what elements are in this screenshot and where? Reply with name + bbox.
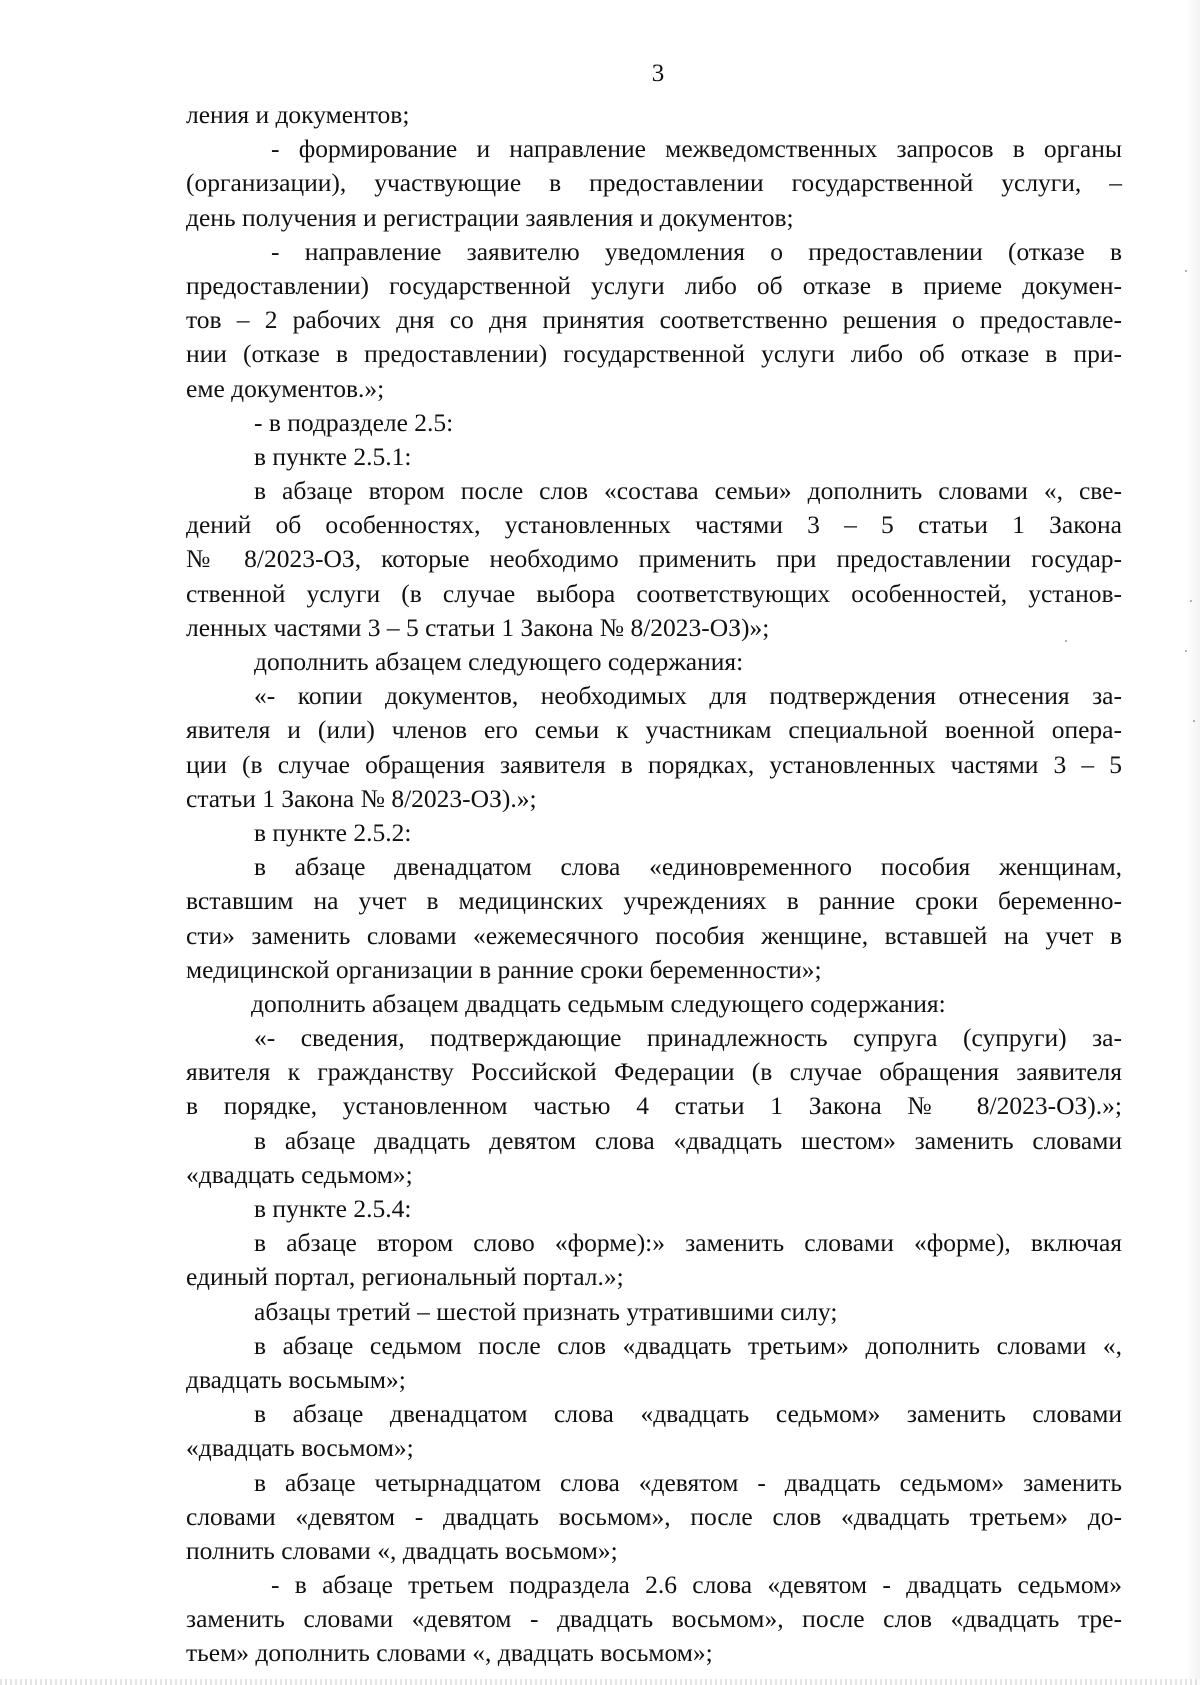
text-line: дополнить абзацем следующего содержания: xyxy=(254,647,744,676)
text-line: в абзаце двенадцатом слова «двадцать седьмом» заменить словами xyxy=(254,1399,1122,1429)
text-line: в абзаце четырнадцатом слова «девятом - двадцать седьмом» заменить xyxy=(254,1467,1122,1497)
text-line: еме документов.»; xyxy=(186,373,385,403)
text-line: явителя к гражданству Российской Федерации (в случае обращения заявителя xyxy=(186,1057,1122,1087)
text-line: - в подразделе 2.5: xyxy=(254,407,454,437)
text-line: в порядке, установленном частью 4 статьи 1 Закона № 8/2023-ОЗ).»; xyxy=(186,1091,1122,1121)
text-line: абзацы третий – шестой признать утратившими силу; xyxy=(254,1296,838,1326)
text-line: единый портал, региональный портал.»; xyxy=(186,1262,624,1292)
scan-speck xyxy=(1185,650,1187,652)
text-line: предоставлении) государственной услуги либо об отказе в приеме докумен- xyxy=(186,270,1122,300)
text-line: (организации), участвующие в предоставлении государственной услуги, – xyxy=(186,168,1122,198)
text-line: «двадцать седьмом»; xyxy=(186,1159,413,1189)
text-line: в абзаце двенадцатом слова «единовременного пособия женщинам, xyxy=(254,852,1122,882)
scan-speck xyxy=(1190,600,1192,602)
text-line: явителя и (или) членов его семьи к участникам специальной военной опера- xyxy=(186,715,1122,745)
text-line: ленных частями 3 – 5 статьи 1 Закона № 8/2023-ОЗ)»; xyxy=(186,612,770,642)
scan-speck xyxy=(1185,270,1187,272)
text-line: день получения и регистрации заявления и документов; xyxy=(186,202,794,232)
text-line: «двадцать восьмом»; xyxy=(186,1433,414,1463)
text-line: статьи 1 Закона № 8/2023-ОЗ).»; xyxy=(186,783,537,813)
text-line: сти» заменить словами «ежемесячного пособия женщине, вставшей на учет в xyxy=(186,920,1122,950)
text-line: вставшим на учет в медицинских учреждениях в ранние сроки беременно- xyxy=(186,886,1122,916)
text-line: дений об особенностях, установленных частями 3 – 5 статьи 1 Закона xyxy=(186,510,1122,540)
text-line: заменить словами «девятом - двадцать восьмом», после слов «двадцать тре- xyxy=(186,1604,1122,1634)
text-line: тов – 2 рабочих дня со дня принятия соответственно решения о предоставле- xyxy=(186,305,1122,335)
text-line: медицинской организации в ранние сроки беременности»; xyxy=(186,954,822,984)
text-line: - направление заявителю уведомления о предоставлении (отказе в xyxy=(271,236,1122,266)
text-line: ции (в случае обращения заявителя в порядках, установленных частями 3 – 5 xyxy=(186,749,1122,779)
text-line: ления и документов; xyxy=(186,100,410,129)
text-line: дополнить абзацем двадцать седьмым следующего содержания: xyxy=(251,988,946,1018)
text-line: тьем» дополнить словами «, двадцать восьмом»; xyxy=(186,1638,713,1668)
text-line: - в абзаце третьем подраздела 2.6 слова «девятом - двадцать седьмом» xyxy=(271,1570,1122,1600)
text-line: «- копии документов, необходимых для подтверждения отнесения за- xyxy=(254,681,1122,711)
document-body xyxy=(186,98,1122,1671)
scan-speck xyxy=(1065,640,1067,642)
text-line: «- сведения, подтверждающие принадлежность супруга (супруги) за- xyxy=(254,1023,1122,1053)
text-line: в абзаце втором после слов «состава семьи» дополнить словами «, све- xyxy=(254,476,1122,506)
text-line: в пункте 2.5.2: xyxy=(254,817,412,847)
text-line: в пункте 2.5.1: xyxy=(254,441,412,471)
scan-edge-shadow xyxy=(1186,0,1200,1685)
text-line: в пункте 2.5.4: xyxy=(254,1194,412,1223)
text-line: в абзаце седьмом после слов «двадцать третьим» дополнить словами «, xyxy=(254,1330,1122,1360)
page-number: 3 xyxy=(651,60,665,87)
text-line: двадцать восьмым»; xyxy=(186,1364,406,1394)
scan-speck xyxy=(1193,720,1195,722)
text-line: в абзаце двадцать девятом слова «двадцать шестом» заменить словами xyxy=(254,1125,1122,1155)
text-line: нии (отказе в предоставлении) государственной услуги либо об отказе в при- xyxy=(186,339,1122,369)
text-line: полнить словами «, двадцать восьмом»; xyxy=(186,1535,618,1565)
text-line: ственной услуги (в случае выбора соответствующих особенностей, установ- xyxy=(186,578,1122,608)
scan-bottom-edge xyxy=(0,1679,1200,1685)
text-line: словами «девятом - двадцать восьмом», после слов «двадцать третьем» до- xyxy=(186,1501,1122,1531)
text-line: № 8/2023-ОЗ, которые необходимо применить при предоставлении государ- xyxy=(186,544,1122,574)
text-line: в абзаце втором слово «форме):» заменить словами «форме), включая xyxy=(254,1228,1122,1258)
text-line: - формирование и направление межведомственных запросов в органы xyxy=(271,134,1122,164)
